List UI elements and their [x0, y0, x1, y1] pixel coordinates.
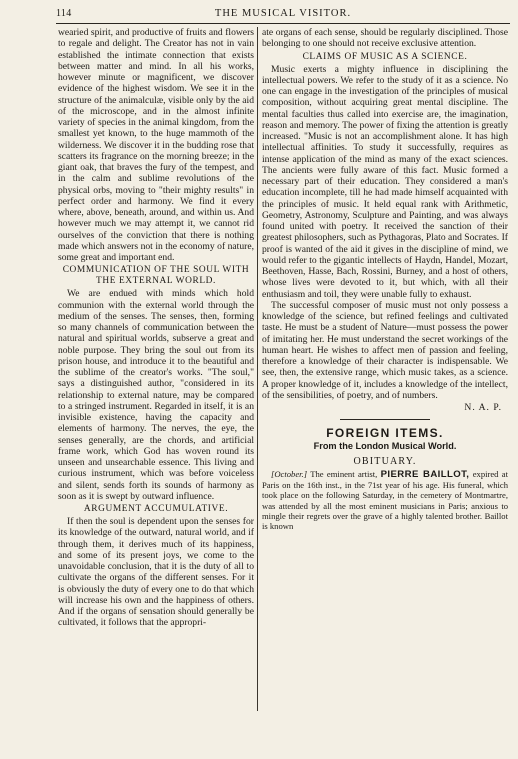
obituary-name: PIERRE BAILLOT,: [380, 469, 470, 480]
obituary-date: [October.]: [271, 469, 308, 479]
paragraph-argument: If then the soul is dependent upon the senses for its knowledge of the outward, natural world, and if through them, it derives much of its happiness, and some of its present joys, we come to the unavoidable conclusion, that it is the duty of all to cultivate the organs of the different senses. For it is obviously the duty of every one to do that which will increase his own and the happiness of others. And if the organs of sensation should generally be cultivated, it follows that the appropri-: [58, 516, 254, 629]
paragraph-music-discipline: Music exerts a mighty influence in disciplining the intellectual powers. We refer to the study of it as a science. No one can engage in the investigation of the principles of musical composition, without acquiring great mental discipline. The mental faculties thus called into exercise are, the imagination, reason and memory. The power of fixing the attention is greatly increased. "Music is not an accomplishment alone. It has high intellectual affinities. To study it successfully, requires as intense application of the mind as many of the exact sciences. The ancients were fully aware of this fact. Music formed a necessary part of their education. They considered a man's education incomplete, till he had made himself acquainted with the principles of music. It held equal rank with Arithmetic, Geometry, Astronomy, Sculpture and Painting, and was always found united with poetry. It received the sanction of their greatest philosophers, such as Pythagoras, Plato and Socrates. If proof is wanted of the aid it gives in the discipline of mind, we would refer to the gigantic intellects of Haydn, Handel, Mozart, Beethoven, Hasse, Bach, Rossini, Burney, and a host of others, whose lives were devoted to it, but which, with all their enthusiasm and toil, they were unable fully to exhaust.: [262, 63, 508, 300]
left-column: [58, 27, 254, 711]
section-title-foreign-items: FOREIGN ITEMS.: [326, 426, 444, 441]
heading-argument-accumulative: ARGUMENT ACCUMULATIVE.: [83, 504, 229, 514]
heading-claims-of-music: CLAIMS OF MUSIC AS A SCIENCE.: [302, 51, 468, 62]
obituary-paragraph: [262, 469, 508, 531]
paragraph-senses: We are endued with minds which hold communion with the external world through the medium of the senses. The senses, then, forming so many channels of communication between the natural and spiritual worlds, subserve a great and noble purpose. They bring the soul out from its prison house, and introduce it to the beautiful and the sublime of the creator's works. "The soul," says a distinguished author, "considered in its relationship to external nature, may be compared to a stringed instrument. Regarded in itself, it is an invisible existence, having the capacity and elements of harmony. The nerves, the eye, the senses generally, are the chords, and artificial frame work, which God has woven round its unseen and unsearchable essence. This living and curious instrument, which was before voiceless and silent, sends forth its sounds of harmony as soon as it is swept by outward influence.: [58, 288, 254, 502]
obituary-lead: The eminent artist,: [310, 469, 378, 479]
header-rule: [56, 23, 510, 24]
section-divider-rule: [340, 419, 430, 420]
right-column: [262, 27, 508, 711]
heading-obituary: OBITUARY.: [353, 455, 417, 467]
page-number: 114: [56, 8, 72, 19]
page-header: [56, 6, 510, 22]
obituary-text: expired at Paris on the 16th inst., in the 71st year of his age. His funeral, which took place on the following Saturday, in the cemetery of Montmartre, was attended by all the most eminent musicians in Paris; anxious to mingle their regrets over the grave of a highly talented brother. Baillot is known: [262, 469, 508, 532]
section-subtitle-source: From the London Musical World.: [313, 440, 457, 451]
heading-communication-of-soul: COMMUNICATION OF THE SOUL WITH THE EXTERNAL WORLD.: [62, 265, 250, 287]
author-signature: N. A. P.: [464, 402, 502, 413]
running-title: THE MUSICAL VISITOR.: [214, 8, 352, 19]
left-intro-paragraph: wearied spirit, and productive of fruits and flowers to regale and delight. The Creator has not in vain established the intimate connection that exists between matter and mind. In all his works, however minute or magnificent, we discover evidence of the highest wisdom. We see it in the structure of the animalculæ, visible only by the aid of the microscope, and in the almost infinite variety of species in the animal kingdom, from the smallest yet known, to the huge mammoth of the wilderness. We discover it in the budding rose that scatters its fragrance on the morning breeze; in the giant oak, that braves the fury of the tempest, and in the calm and sublime revolutions of the physical orbs, moving to "their mighty results" in perfect order and harmony. We find it every where, above, beneath, around, and within us. And however much we may attempt it, we cannot rid ourselves of the conviction that there is nothing made which answers not in the economy of nature, some great and important end.: [58, 27, 254, 263]
column-divider: [257, 27, 258, 711]
paragraph-composer: The successful composer of music must not only possess a knowledge of the science, but refined feelings and cultivated taste. He must be a student of Nature—must possess the power of imitating her. He must understand the secret workings of the human heart. He wishes to affect men of passion and feeling, therefore a knowledge of their character is indispensable. We see, then, the extensive range, which music takes, as a science. A proper knowledge of it, includes a knowledge of the intellect, of the sensibilities, of poetry, and of numbers.: [262, 299, 508, 401]
right-intro-paragraph: ate organs of each sense, should be regularly disciplined. Those belonging to one should not receive exclusive attention.: [262, 27, 508, 50]
